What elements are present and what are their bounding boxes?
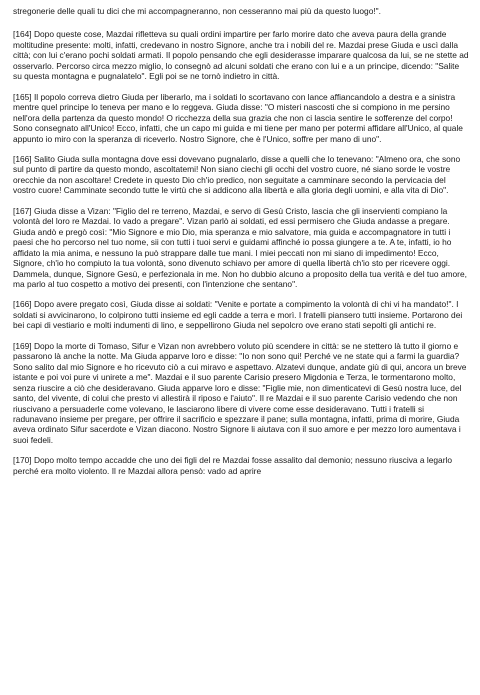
- paragraph-165: [165] Il popolo correva dietro Giuda per liberarlo, ma i soldati lo scortavano con lance affiancandolo a destra e a sinistra mentre quel principe lo teneva per mano e lo reggeva. Giuda disse: "O misteri nascosti che si compiono in me persino nell'ora della partenza da questo mondo! O ricchezza della sua grazia che non ci lascia sentire le sofferenze del corpo! Sono consegnato all'Unico! Ecco, infatti, che un capo mi guida e mi tiene per mano per potermi affidare all'Unico, al quale appunto io miro con la speranza di riceverlo. Nostro Signore, che è l'Unico, soffre per mano di uno".: [13, 91, 463, 144]
- paragraph-169: [169] Dopo la morte di Tomaso, Sifur e Vizan non avrebbero voluto più scendere in città: se ne stettero là tutto il giorno e passarono là anche la notte. Ma Giuda apparve loro e disse: "Io non sono qui! Perché ve ne state qui a farmi la guardia? Sono salito dal mio Signore e ho ricevuto ciò a cui miravo e aspettavo. Alzatevi dunque, andate giù di qui, ancora un breve istante e poi voi pure vi unirete a me". Mazdai e il suo parente Carisio presero Migdonia e Terza, le tormentarono molto, senza riuscire a ciò che desideravano. Giuda apparve loro e disse: "Figlie mie, non dimenticatevi di Gesù nostra luce, del santo, del vivente, di colui che presto vi allestirà il riposo e l'aiuto". Il re Mazdai e il suo parente Carisio vedendo che non riuscivano a persuaderle come volevano, le lasciarono libere di vivere come esse desideravano. Tutti i fratelli si radunavano insieme per pregare, per offrire il sacrificio e spezzare il pane; sulla montagna, infatti, prima di morire, Giuda aveva ordinato Sifur sacerdote e Vizan diacono. Nostro Signore li aiutava con il suo amore e per mezzo loro aumentava i suoi fedeli.: [13, 340, 467, 445]
- paragraph-164: [164] Dopo queste cose, Mazdai rifletteva su quali ordini impartire per farlo morire dato che aveva paura della grande moltitudine presente: molti, infatti, credevano in nostro Signore, anche tra i nobili del re. Mazdai prese Giuda e uscì dalla città; con lui c'erano pochi soldati armati. Il popolo pensando che egli desiderasse imparare qualcosa da lui, se ne stette ad osservarlo. Percorso circa mezzo miglio, lo consegnò ad alcuni soldati che erano con lui e a un principe, dicendo: "Salite su questa montagna e pugnalatelo". Egli poi se ne tornò indietro in città.: [13, 29, 469, 82]
- paragraph-166b: [166] Dopo avere pregato così, Giuda disse ai soldati: "Venite e portate a compimento la volontà di chi vi ha mandato!". I soldati si avvicinarono, lo colpirono tutti insieme ed egli cadde a terra e morì. I fratelli piansero tutti insieme. Portarono dei bei capi di vestiario e molti indumenti di lino, e seppellirono Giuda nel sepolcro ove erano stati sepolti gli antichi re.: [13, 299, 463, 331]
- paragraph-170: [170] Dopo molto tempo accadde che uno dei figli del re Mazdai fosse assalito dal demonio; nessuno riusciva a legarlo perché era molto violento. Il re Mazdai allora pensò: vado ad aprire: [13, 455, 453, 476]
- paragraph-continuation: stregonerie delle quali tu dici che mi accompagneranno, non cesseranno mai più da questo luogo!".: [13, 6, 381, 16]
- paragraph-166: [166] Salito Giuda sulla montagna dove essi dovevano pugnalarlo, disse a quelli che lo tenevano: "Almeno ora, che sono sul punto di partire da questo mondo, ascoltatemi! Non siano ciechi gli occhi del vostro cuore, né siano sorde le vostre orecchie da non ascoltare! Credete in questo Dio ch'io predico, non seguitate a camminare secondo la pervicacia del vostro cuore! Camminate secondo tutte le virtù che si addicono alla libertà e alla gloria degli uomini, e alla vita di Dio".: [13, 153, 461, 196]
- paragraph-167: [167] Giuda disse a Vizan: "Figlio del re terreno, Mazdai, e servo di Gesù Cristo, lascia che gli inservienti compiano la volontà del loro re Mazdai. Io vado a pregare". Vizan parlò ai soldati, ed essi permisero che Giuda andasse a pregare. Giuda andò e pregò così: "Mio Signore e mio Dio, mia speranza e mio salvatore, mia guida e accompagnatore in tutti i paesi che ho percorso nel tuo nome, sii con tutti i tuoi servi e guidami affinché io possa giungere a te. A te, infatti, io ho affidato la mia anima, e nessuno la può strappare dalle tue mani. I miei peccati non mi siano di impedimento! Ecco, Signore, ch'io ho compiuto la tua volontà, sono divenuto schiavo per amore di quella libertà ch'io sto per ricevere oggi. Dammela, dunque, Signore Gesù, e perfezionala in me. Non ho dubbio alcuno a proposito della tua verità e del tuo amore, ma parlo al tuo cospetto a motivo dei presenti, con l'intenzione che sentano".: [13, 205, 467, 289]
